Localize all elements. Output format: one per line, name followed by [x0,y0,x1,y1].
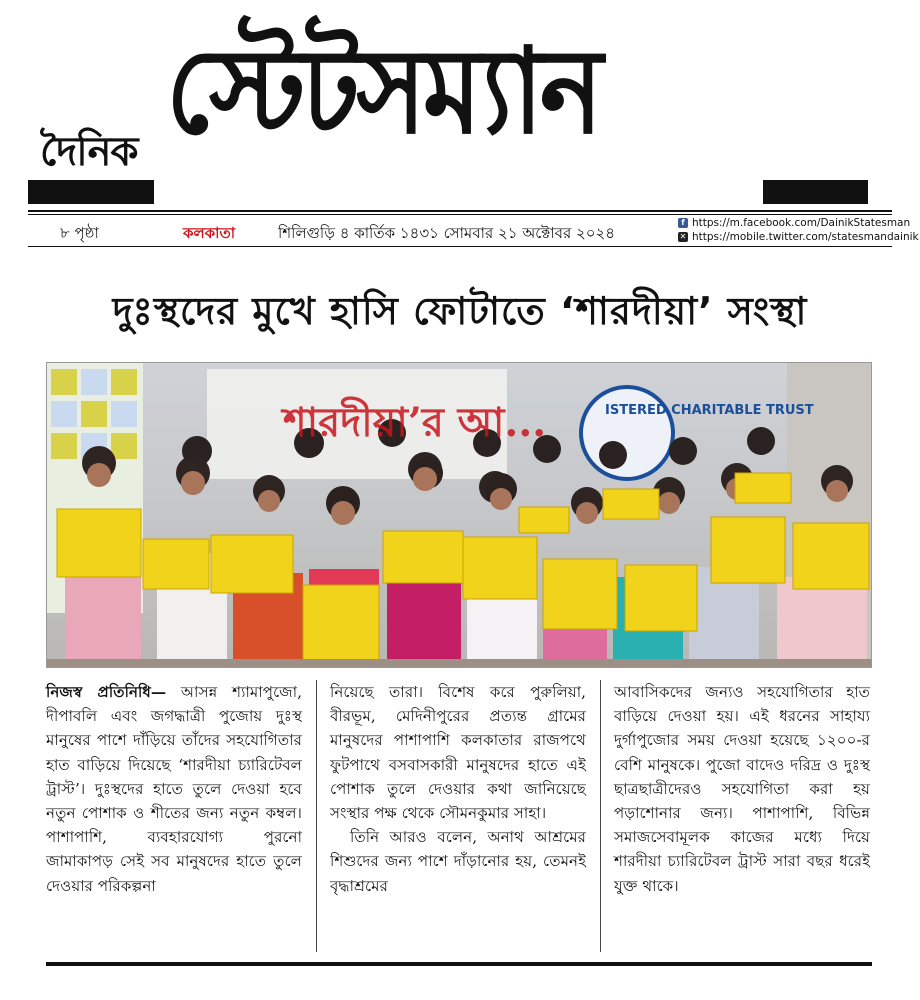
dateline-city: কলকাতা [183,224,236,242]
masthead [28,21,868,208]
masthead-bar-left [28,180,154,204]
masthead-prefix: দৈনিক [40,128,138,175]
masthead-title: স্টেটসম্যান [166,21,600,160]
article-photo [46,362,872,668]
photo-banner-text: শারদীয়া’র আ... [283,399,547,446]
dateline-date: শিলিগুড়ি ৪ কার্তিক ১৪৩১ সোমবার ২১ অক্টোবর ২০২৪ [278,224,616,242]
article-col3-text: আবাসিকদের জন্যও সহযোগিতার হাত বাড়িয়ে দেওয়া হয়। এই ধরনের সাহায্য দুর্গাপুজোর সময় দেওয়া হয়েছে ১২০০-র বেশি মানুষকে। পুজো বাদেও দরিদ্র ও দুঃস্থ ছাত্রছাত্রীদেরও সহযোগিতা করা হয় পড়াশোনার জন্য। পাশাপাশি, বিভিন্ন সমাজসেবামূলক কাজের মধ্যে দিয়ে শারদীয়া চ্যারিটেবল ট্রাস্ট সারা বছর ধরেই যুক্ত থাকে। [614,683,870,895]
dateline-rule [28,246,892,247]
twitter-link[interactable]: https://mobile.twitter.com/statesmandainik [692,231,919,243]
dateline [28,216,919,246]
twitter-link-row[interactable] [678,230,919,244]
page-number: ৮ পৃষ্ঠা [60,224,99,242]
masthead-rule-top [28,210,892,212]
article-bottom-rule [46,962,872,966]
social-links [678,216,919,244]
article-headline: দুঃস্থদের মুখে হাসি ফোটাতে ‘শারদীয়া’ সংস্থা [112,289,808,333]
article-column-1 [46,680,302,898]
article-col1-text: আসন্ন শ্যামাপুজো, দীপাবলি এবং জগদ্ধাত্রী পুজোয় দুঃস্থ মানুষের পাশে দাঁড়িয়ে তাঁদের সহযোগিতার হাত বাড়িয়ে দিয়েছে ‘শারদীয়া চ্যারিটেবল ট্রাস্ট’। দুঃস্থদের হাতে তুলে দেওয়া হবে নতুন পোশাক ও শীতের জন্য নতুন কম্বল। পাশাপাশি, ব্যবহারযোগ্য পুরনো জামাকাপড় সেই সব মানুষদের হাতে তুলে দেওয়ার পরিকল্পনা [46,683,302,895]
column-divider-2 [600,680,601,952]
article-column-3 [614,680,870,898]
article-col2-para2: তিনি আরও বলেন, অনাথ আশ্রমের শিশুদের জন্য পাশে দাঁড়ানোর হয়, তেমনই বৃদ্ধাশ্রমের [330,828,586,895]
twitter-x-icon: ✕ [679,232,687,241]
masthead-rule-second [28,214,892,215]
article-body [46,680,872,960]
facebook-link[interactable]: https://m.facebook.com/DainikStatesman [692,217,911,229]
article-col2-para1: নিয়েছে তারা। বিশেষ করে পুরুলিয়া, বীরভূম, মেদিনীপুরের প্রত্যন্ত গ্রামের মানুষদের পাশাপাশি কলকাতার রাজপথে ফুটপাথে বসবাসকারী মানুষদের হাতে এই পোশাক তুলে দেওয়ার কথা জানিয়েছে সংস্থার পক্ষ থেকে সৌমনকুমার সাহা। [330,683,586,823]
facebook-link-row[interactable] [678,216,919,230]
article-column-2 [330,680,586,898]
masthead-bar-right [763,180,868,204]
facebook-icon: f [678,218,688,228]
column-divider-1 [316,680,317,952]
photo-trust-text: ISTERED CHARITABLE TRUST [605,403,814,418]
article-byline: নিজস্ব প্রতিনিধি— [46,683,167,701]
